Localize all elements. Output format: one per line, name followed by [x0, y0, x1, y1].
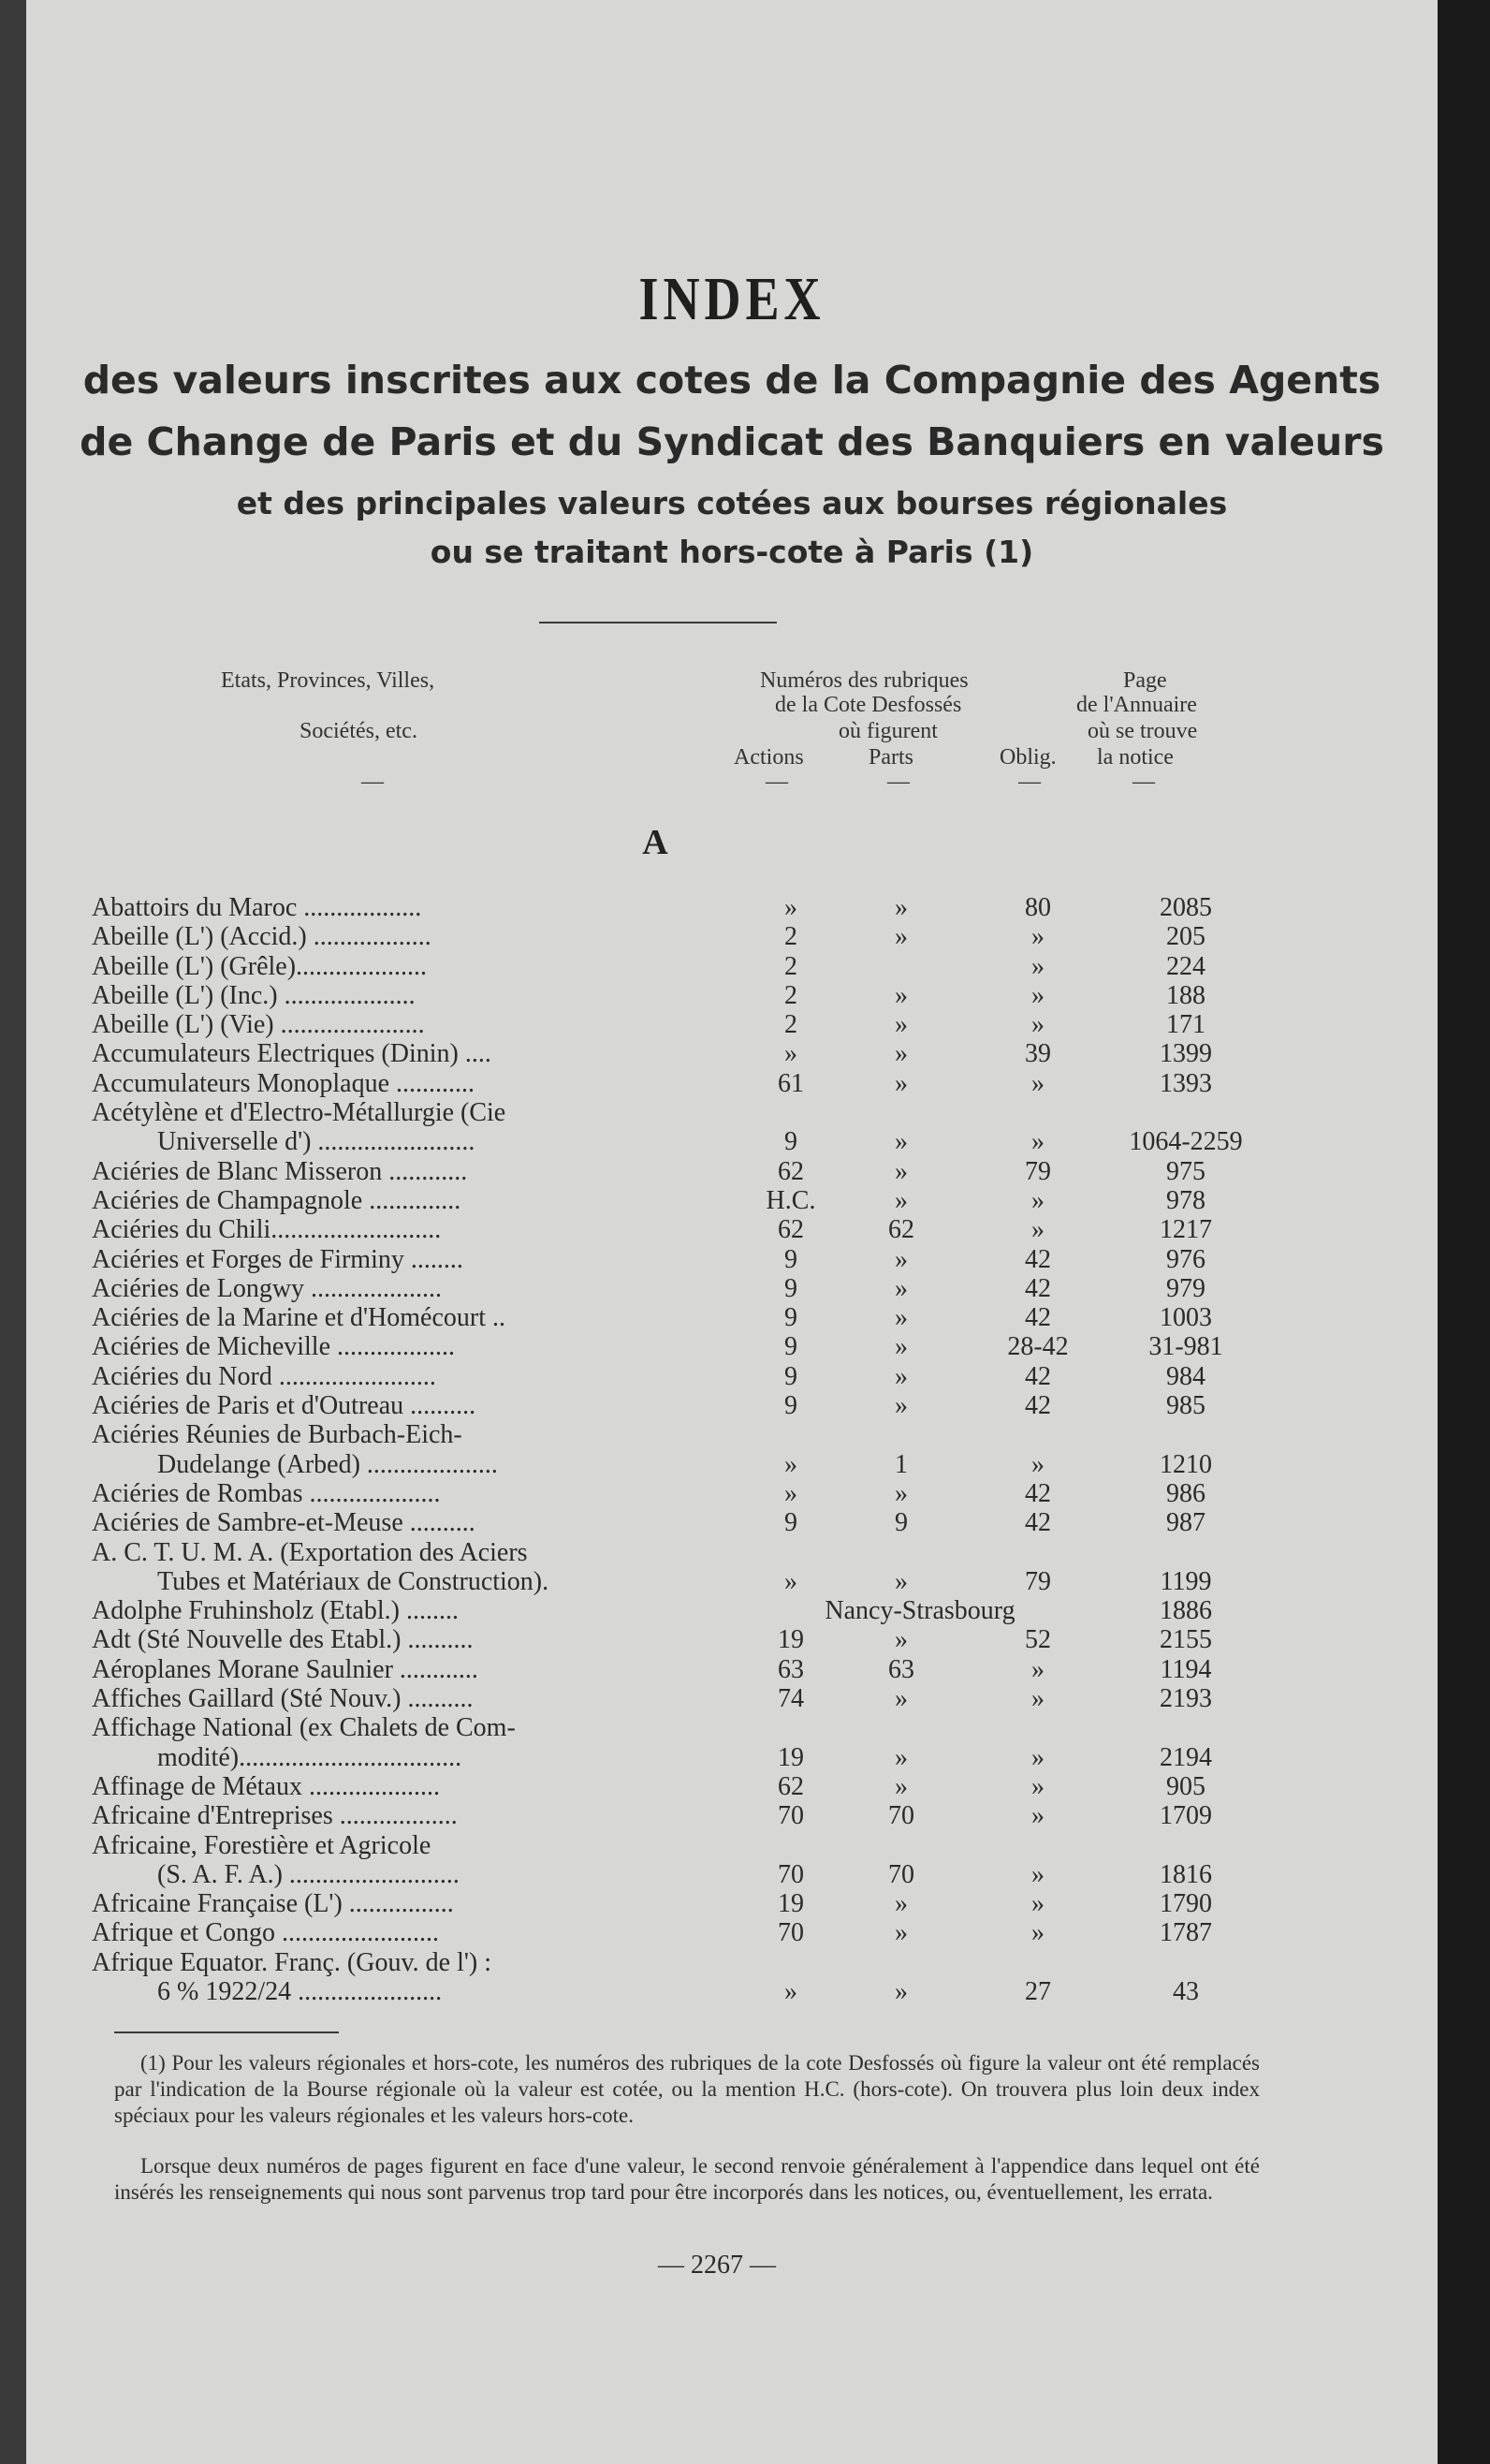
index-entry-row	[92, 893, 1280, 922]
entry-actions: »	[784, 1039, 797, 1069]
entry-page: 987	[1166, 1508, 1205, 1538]
entry-name: Adt (Sté Nouvelle des Etabl.) ..........	[92, 1625, 474, 1655]
index-entry-row	[92, 1098, 1280, 1127]
entry-name: Africaine Française (L') ................	[92, 1889, 454, 1919]
entry-name: Aciéries de Champagnole ..............	[92, 1185, 461, 1215]
entry-oblig: »	[1031, 1859, 1044, 1889]
entry-actions: 19	[778, 1742, 804, 1772]
index-entries	[92, 893, 1280, 2006]
index-entry-row	[92, 1860, 1280, 1889]
document-page	[26, 0, 1438, 2464]
entry-parts: 9	[895, 1508, 908, 1538]
entry-parts: »	[895, 1976, 908, 2006]
entry-page: 224	[1166, 951, 1205, 981]
entry-name: Africaine d'Entreprises ..................	[92, 1801, 458, 1831]
entry-page: 1210	[1160, 1449, 1212, 1479]
entry-actions: 70	[778, 1859, 804, 1889]
entry-oblig: »	[1031, 1684, 1044, 1714]
entry-oblig: 79	[1025, 1566, 1051, 1596]
entry-actions: »	[784, 1976, 797, 2006]
subtitle-line-3: et des principales valeurs cotées aux bourses régionales	[236, 485, 1228, 521]
entry-name: Aciéries et Forges de Firminy ........	[92, 1244, 463, 1274]
entry-name: Abattoirs du Maroc ..................	[92, 893, 422, 922]
entry-oblig: 42	[1025, 1478, 1051, 1508]
entry-parts: »	[895, 1039, 908, 1069]
entry-name: Aciéries de Sambre-et-Meuse ..........	[92, 1508, 475, 1538]
entry-oblig: »	[1031, 1215, 1044, 1245]
entry-actions: 9	[784, 1273, 797, 1303]
entry-page: 979	[1166, 1273, 1205, 1303]
entry-name: Aciéries de Micheville ..................	[92, 1332, 456, 1362]
entry-parts: »	[895, 893, 908, 922]
entry-actions: 9	[784, 1303, 797, 1333]
entry-name: Tubes et Matériaux de Construction).	[157, 1566, 549, 1596]
entry-oblig: 42	[1025, 1244, 1051, 1274]
entry-page: 986	[1166, 1478, 1205, 1508]
index-title: INDEX	[638, 265, 825, 333]
index-entry-row	[92, 1450, 1280, 1479]
entry-actions: 63	[778, 1654, 804, 1684]
entry-page: 1003	[1160, 1303, 1212, 1333]
index-entry-row	[92, 952, 1280, 981]
entry-page: 1217	[1160, 1215, 1212, 1245]
header-page-line-4: la notice	[1097, 745, 1174, 770]
header-mid-line-1: Numéros des rubriques	[760, 668, 969, 693]
entry-parts: »	[895, 980, 908, 1010]
entry-page: 1886	[1160, 1596, 1212, 1626]
header-col-oblig: Oblig.	[1000, 745, 1057, 770]
entry-name: modité)..................................	[157, 1742, 462, 1772]
entry-page: 984	[1166, 1361, 1205, 1391]
entry-actions: »	[784, 893, 797, 922]
entry-actions: 2	[784, 951, 797, 981]
entry-parts: »	[895, 1361, 908, 1391]
entry-parts: »	[895, 1566, 908, 1596]
entry-parts: »	[895, 1185, 908, 1215]
index-entry-row	[92, 1918, 1280, 1947]
entry-parts: 63	[888, 1654, 914, 1684]
entry-parts: »	[895, 1156, 908, 1186]
entry-page: 905	[1166, 1771, 1205, 1801]
entry-name: Affinage de Métaux ....................	[92, 1771, 440, 1801]
index-entry-row	[92, 922, 1280, 951]
entry-page: 2194	[1160, 1742, 1212, 1772]
entry-oblig: »	[1031, 980, 1044, 1010]
entry-parts: »	[895, 1684, 908, 1714]
index-entry-row	[92, 1567, 1280, 1596]
entry-parts: »	[895, 1010, 908, 1040]
entry-actions: 61	[778, 1068, 804, 1098]
entry-name: Afrique Equator. Franç. (Gouv. de l') :	[92, 1947, 491, 1977]
entry-name: Accumulateurs Monoplaque ............	[92, 1068, 475, 1098]
entry-parts: 62	[888, 1215, 914, 1245]
entry-parts: »	[895, 1918, 908, 1948]
index-entry-row	[92, 1889, 1280, 1918]
index-entry-row	[92, 1479, 1280, 1508]
header-mid-line-3: où figurent	[839, 719, 938, 743]
index-entry-row	[92, 1977, 1280, 2006]
footnote-1: (1) Pour les valeurs régionales et hors-cote, les numéros des rubriques de la cote Desfossés où figure la valeur ont été remplacés par l'indication de la Bourse régionale où la valeur est cotée, ou la mention H.C. (hors-cote). On trouvera plus loin deux index spéciaux pour les valeurs régionales et les valeurs hors-cote.	[114, 2051, 1260, 2127]
entry-name: Universelle d') ........................	[157, 1127, 475, 1157]
entry-regional-exchange: Nancy-Strasbourg	[825, 1596, 1015, 1626]
index-entry-row	[92, 1713, 1280, 1742]
index-entry-row	[92, 1801, 1280, 1830]
entry-parts: »	[895, 1625, 908, 1655]
header-left-line-1: Etats, Provinces, Villes,	[221, 668, 435, 693]
entry-name: Aciéries Réunies de Burbach-Eich-	[92, 1420, 462, 1450]
index-entry-row	[92, 1186, 1280, 1215]
index-entry-row	[92, 1274, 1280, 1303]
entry-oblig: »	[1031, 951, 1044, 981]
entry-name: Acétylène et d'Electro-Métallurgie (Cie	[92, 1098, 506, 1128]
entry-page: 1399	[1160, 1039, 1212, 1069]
entry-name: Adolphe Fruhinsholz (Etabl.) ........	[92, 1596, 459, 1626]
footnote-rule	[114, 2031, 339, 2033]
entry-oblig: »	[1031, 1889, 1044, 1919]
index-entry-row	[92, 1596, 1280, 1625]
index-entry-row	[92, 1655, 1280, 1684]
title-divider	[539, 622, 777, 623]
entry-parts: »	[895, 922, 908, 952]
index-entry-row	[92, 1362, 1280, 1391]
entry-oblig: »	[1031, 1449, 1044, 1479]
entry-actions: 9	[784, 1391, 797, 1421]
index-entry-row	[92, 1743, 1280, 1772]
entry-oblig: »	[1031, 1654, 1044, 1684]
header-page-dash: —	[1132, 770, 1155, 794]
index-entry-row	[92, 1538, 1280, 1567]
entry-name: Afrique et Congo ........................	[92, 1918, 439, 1948]
entry-name: Aciéries du Chili..........................	[92, 1215, 442, 1245]
entry-oblig: 42	[1025, 1508, 1051, 1538]
entry-page: 1064-2259	[1129, 1127, 1243, 1157]
entry-actions: H.C.	[766, 1185, 816, 1215]
entry-name: Accumulateurs Electriques (Dinin) ....	[92, 1039, 491, 1069]
entry-page: 2155	[1160, 1625, 1212, 1655]
entry-name: Aéroplanes Morane Saulnier ............	[92, 1654, 478, 1684]
entry-page: 985	[1166, 1391, 1205, 1421]
index-entry-row	[92, 1948, 1280, 1977]
page-edge-shadow	[1438, 0, 1490, 2464]
subtitle-line-4: ou se traitant hors-cote à Paris (1)	[430, 534, 1034, 570]
entry-parts: »	[895, 1332, 908, 1362]
entry-oblig: »	[1031, 1771, 1044, 1801]
entry-oblig: 42	[1025, 1361, 1051, 1391]
entry-page: 1790	[1160, 1889, 1212, 1919]
entry-page: 1787	[1160, 1918, 1212, 1948]
entry-name: (S. A. F. A.) ..........................	[157, 1859, 460, 1889]
entry-oblig: 80	[1025, 893, 1051, 922]
entry-oblig: 27	[1025, 1976, 1051, 2006]
entry-page: 2085	[1160, 893, 1212, 922]
header-page-line-3: où se trouve	[1088, 719, 1198, 743]
index-entry-row	[92, 1625, 1280, 1654]
entry-oblig: »	[1031, 1185, 1044, 1215]
entry-page: 1709	[1160, 1801, 1212, 1831]
entry-parts: »	[895, 1273, 908, 1303]
entry-actions: 9	[784, 1361, 797, 1391]
entry-actions: 19	[778, 1625, 804, 1655]
entry-actions: »	[784, 1449, 797, 1479]
entry-actions: 19	[778, 1889, 804, 1919]
entry-actions: »	[784, 1566, 797, 1596]
index-entry-row	[92, 1391, 1280, 1420]
index-entry-row	[92, 1245, 1280, 1274]
index-entry-row	[92, 1215, 1280, 1244]
entry-parts: »	[895, 1742, 908, 1772]
entry-actions: 2	[784, 1010, 797, 1040]
entry-name: Abeille (L') (Inc.) ....................	[92, 980, 416, 1010]
entry-actions: 2	[784, 980, 797, 1010]
entry-actions: 9	[784, 1332, 797, 1362]
entry-parts: »	[895, 1068, 908, 1098]
entry-actions: »	[784, 1478, 797, 1508]
header-col-actions: Actions	[734, 745, 804, 770]
entry-oblig: 28-42	[1007, 1332, 1069, 1362]
index-entry-row	[92, 1127, 1280, 1156]
entry-actions: 70	[778, 1801, 804, 1831]
index-entry-row	[92, 1157, 1280, 1186]
entry-oblig: »	[1031, 1742, 1044, 1772]
entry-name: Abeille (L') (Grêle)....................	[92, 951, 428, 981]
entry-page: 1816	[1160, 1859, 1212, 1889]
entry-actions: 9	[784, 1508, 797, 1538]
index-entry-row	[92, 1772, 1280, 1801]
entry-oblig: 42	[1025, 1303, 1051, 1333]
header-parts-dash: —	[887, 770, 910, 794]
entry-parts: »	[895, 1391, 908, 1421]
entry-name: Affichage National (ex Chalets de Com-	[92, 1713, 516, 1743]
index-entry-row	[92, 1420, 1280, 1449]
entry-actions: 9	[784, 1127, 797, 1157]
entry-page: 1194	[1160, 1654, 1212, 1684]
entry-parts: »	[895, 1303, 908, 1333]
entry-page: 2193	[1160, 1684, 1212, 1714]
entry-name: Aciéries de Paris et d'Outreau ..........	[92, 1391, 476, 1421]
index-entry-row	[92, 981, 1280, 1010]
header-page-line-1: Page	[1123, 668, 1167, 693]
entry-name: Aciéries de Longwy ....................	[92, 1273, 443, 1303]
entry-page: 975	[1166, 1156, 1205, 1186]
header-oblig-dash: —	[1018, 770, 1041, 794]
entry-oblig: »	[1031, 1127, 1044, 1157]
index-entry-row	[92, 1303, 1280, 1332]
entry-page: 188	[1166, 980, 1205, 1010]
header-mid-line-2: de la Cote Desfossés	[775, 693, 962, 717]
entry-parts: 70	[888, 1859, 914, 1889]
entry-name: 6 % 1922/24 ......................	[157, 1976, 443, 2006]
entry-oblig: 52	[1025, 1625, 1051, 1655]
entry-oblig: »	[1031, 922, 1044, 952]
entry-page: 31-981	[1148, 1332, 1223, 1362]
entry-parts: 1	[895, 1449, 908, 1479]
entry-actions: 9	[784, 1244, 797, 1274]
entry-page: 1199	[1160, 1566, 1212, 1596]
entry-name: Africaine, Forestière et Agricole	[92, 1830, 431, 1860]
entry-name: A. C. T. U. M. A. (Exportation des Aciers	[92, 1537, 528, 1567]
entry-page: 43	[1173, 1976, 1199, 2006]
entry-parts: »	[895, 1478, 908, 1508]
entry-actions: 2	[784, 922, 797, 952]
entry-name: Aciéries de Rombas ....................	[92, 1478, 441, 1508]
index-entry-row	[92, 1010, 1280, 1039]
entry-actions: 62	[778, 1771, 804, 1801]
entry-oblig: 39	[1025, 1039, 1051, 1069]
entry-parts: »	[895, 1889, 908, 1919]
entry-oblig: »	[1031, 1801, 1044, 1831]
index-entry-row	[92, 1332, 1280, 1361]
entry-name: Abeille (L') (Vie) ......................	[92, 1010, 425, 1040]
entry-actions: 70	[778, 1918, 804, 1948]
entry-actions: 62	[778, 1156, 804, 1186]
entry-parts: »	[895, 1127, 908, 1157]
entry-name: Dudelange (Arbed) ....................	[157, 1449, 498, 1479]
section-letter: A	[642, 823, 668, 862]
entry-name: Abeille (L') (Accid.) ..................	[92, 922, 431, 952]
subtitle-line-1: des valeurs inscrites aux cotes de la Compagnie des Agents	[82, 358, 1381, 403]
entry-parts: »	[895, 1244, 908, 1274]
index-entry-row	[92, 1508, 1280, 1537]
entry-page: 171	[1166, 1010, 1205, 1040]
subtitle-line-2: de Change de Paris et du Syndicat des Banquiers en valeurs	[80, 419, 1384, 464]
entry-oblig: 42	[1025, 1391, 1051, 1421]
entry-oblig: »	[1031, 1068, 1044, 1098]
footnote-2: Lorsque deux numéros de pages figurent en face d'une valeur, le second renvoie généralement à l'appendice dans lequel ont été insérés les renseignements qui nous sont parvenus trop tard pour être incorporés dans les notices, ou, éventuellement, les errata.	[114, 2154, 1260, 2204]
header-left-line-2: Sociétés, etc.	[299, 719, 417, 743]
entry-parts: »	[895, 1771, 908, 1801]
entry-page: 978	[1166, 1185, 1205, 1215]
entry-oblig: »	[1031, 1010, 1044, 1040]
entry-page: 205	[1166, 922, 1205, 952]
entry-page: 1393	[1160, 1068, 1212, 1098]
header-left-dash: —	[361, 770, 384, 794]
header-actions-dash: —	[766, 770, 788, 794]
index-entry-row	[92, 1831, 1280, 1860]
index-entry-row	[92, 1069, 1280, 1098]
entry-oblig: 79	[1025, 1156, 1051, 1186]
entry-name: Aciéries de la Marine et d'Homécourt ..	[92, 1303, 505, 1333]
entry-oblig: 42	[1025, 1273, 1051, 1303]
header-col-parts: Parts	[869, 745, 913, 770]
index-entry-row	[92, 1684, 1280, 1713]
index-entry-row	[92, 1039, 1280, 1068]
entry-actions: 74	[778, 1684, 804, 1714]
entry-page: 976	[1166, 1244, 1205, 1274]
entry-actions: 62	[778, 1215, 804, 1245]
entry-name: Aciéries du Nord ........................	[92, 1361, 436, 1391]
entry-oblig: »	[1031, 1918, 1044, 1948]
entry-name: Aciéries de Blanc Misseron ............	[92, 1156, 468, 1186]
page-number: — 2267 —	[658, 2251, 776, 2280]
header-page-line-2: de l'Annuaire	[1076, 693, 1197, 717]
entry-parts: 70	[888, 1801, 914, 1831]
entry-name: Affiches Gaillard (Sté Nouv.) ..........	[92, 1684, 474, 1714]
